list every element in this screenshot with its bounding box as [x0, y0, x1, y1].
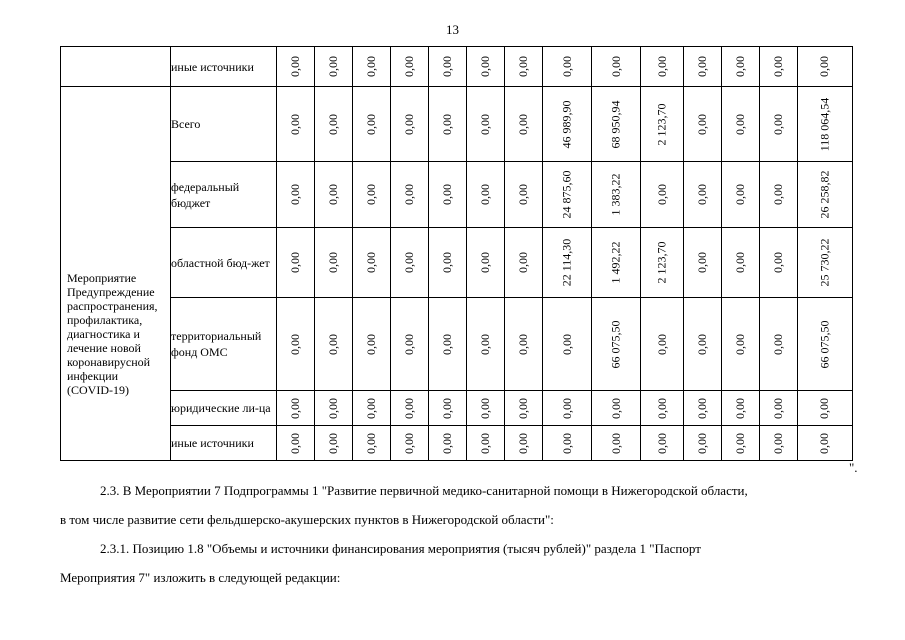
value-text: 26 258,82 — [817, 170, 832, 219]
value-text: 0,00 — [695, 56, 709, 77]
value-cell — [277, 298, 315, 391]
value-cell — [760, 87, 798, 162]
value-text: 0,00 — [326, 252, 340, 273]
value-cell — [391, 298, 429, 391]
value-cell — [798, 391, 853, 426]
value-text: 0,00 — [771, 113, 785, 135]
value-text: 0,00 — [364, 333, 378, 355]
value-text: 0,00 — [817, 56, 832, 77]
value-text: 0,00 — [817, 432, 832, 454]
source-label: юридические ли-ца — [171, 391, 277, 426]
value-cell — [722, 391, 760, 426]
value-text: 0,00 — [478, 184, 492, 205]
value-text: 0,00 — [733, 252, 747, 273]
value-cell — [315, 162, 353, 228]
value-cell — [277, 87, 315, 162]
value-cell — [353, 47, 391, 87]
financing-table — [60, 46, 853, 461]
measure-title: Мероприятие Предупреждение распространения, профилактика, диагностика и лечение новой коронавирусной инфекции (COVID-19) — [67, 271, 158, 397]
value-cell — [429, 228, 467, 298]
value-cell — [641, 426, 684, 461]
value-cell — [391, 47, 429, 87]
value-cell — [467, 228, 505, 298]
value-cell — [798, 47, 853, 87]
value-text: 0,00 — [516, 333, 530, 355]
value-text: 66 075,50 — [817, 320, 832, 368]
value-text: 0,00 — [771, 333, 785, 355]
value-text: 0,00 — [695, 397, 709, 419]
value-cell — [641, 47, 684, 87]
value-text: 0,00 — [440, 56, 454, 77]
value-cell — [798, 228, 853, 298]
value-text: 0,00 — [326, 56, 340, 77]
value-text: 0,00 — [364, 184, 378, 205]
value-text: 24 875,60 — [559, 170, 574, 219]
value-text: 0,00 — [695, 113, 709, 135]
value-cell — [505, 47, 543, 87]
value-cell — [543, 391, 592, 426]
value-cell — [391, 426, 429, 461]
value-text: 0,00 — [288, 252, 302, 273]
value-text: 25 730,22 — [817, 238, 832, 287]
value-cell — [760, 162, 798, 228]
value-text: 0,00 — [771, 184, 785, 205]
value-text: 0,00 — [733, 184, 747, 205]
value-cell — [760, 391, 798, 426]
value-text: 0,00 — [695, 184, 709, 205]
value-cell — [798, 298, 853, 391]
value-text: 0,00 — [733, 333, 747, 355]
value-text: 22 114,30 — [559, 238, 574, 287]
page-number: 13 — [446, 22, 459, 37]
value-cell — [353, 162, 391, 228]
value-text: 0,00 — [654, 432, 669, 454]
value-cell — [722, 426, 760, 461]
value-text: 0,00 — [402, 397, 416, 419]
empty-measure-cell — [61, 47, 171, 87]
value-text: 0,00 — [516, 397, 530, 419]
value-text: 0,00 — [695, 252, 709, 273]
value-text: 0,00 — [402, 184, 416, 205]
value-text: 0,00 — [559, 333, 574, 355]
value-cell — [543, 47, 592, 87]
value-text: 0,00 — [733, 113, 747, 135]
table-row — [61, 87, 853, 162]
source-label: иные источники — [171, 47, 277, 87]
value-text: 2 123,70 — [654, 103, 669, 145]
value-text: 0,00 — [326, 184, 340, 205]
value-text: 0,00 — [733, 397, 747, 419]
value-cell — [722, 87, 760, 162]
value-text: 46 989,90 — [559, 100, 574, 148]
value-cell — [798, 426, 853, 461]
value-cell — [592, 391, 641, 426]
value-cell — [467, 87, 505, 162]
value-text: 0,00 — [364, 113, 378, 135]
value-cell — [467, 391, 505, 426]
value-cell — [353, 426, 391, 461]
value-text: 0,00 — [516, 252, 530, 273]
value-text: 0,00 — [326, 397, 340, 419]
value-text: 0,00 — [478, 397, 492, 419]
paragraph-2-3-1-line-2: Мероприятия 7" изложить в следующей редакции: — [60, 570, 341, 585]
table-row — [61, 298, 853, 391]
value-text: 0,00 — [288, 113, 302, 135]
value-cell — [722, 47, 760, 87]
value-cell — [429, 47, 467, 87]
value-cell — [315, 298, 353, 391]
value-text: 0,00 — [440, 333, 454, 355]
value-cell — [315, 87, 353, 162]
value-text: 0,00 — [516, 113, 530, 135]
paragraph-2-3-line-2: в том числе развитие сети фельдшерско-акушерских пунктов в Нижегородской области": — [60, 512, 554, 527]
value-text: 0,00 — [771, 252, 785, 273]
value-cell — [592, 47, 641, 87]
value-cell — [391, 228, 429, 298]
value-cell — [467, 162, 505, 228]
value-cell — [315, 391, 353, 426]
value-cell — [277, 391, 315, 426]
value-cell — [353, 298, 391, 391]
value-text: 0,00 — [402, 113, 416, 135]
value-cell — [684, 298, 722, 391]
value-text: 0,00 — [440, 432, 454, 454]
table-end-mark: ". — [849, 460, 858, 475]
value-text: 0,00 — [288, 432, 302, 454]
table-row — [61, 162, 853, 228]
value-text: 0,00 — [733, 56, 747, 77]
value-cell — [505, 426, 543, 461]
value-cell — [429, 391, 467, 426]
value-text: 0,00 — [817, 397, 832, 419]
value-cell — [467, 426, 505, 461]
value-text: 66 075,50 — [608, 320, 623, 368]
value-cell — [467, 298, 505, 391]
value-cell — [592, 426, 641, 461]
value-text: 0,00 — [326, 432, 340, 454]
value-cell — [505, 298, 543, 391]
value-cell — [684, 87, 722, 162]
value-cell — [592, 162, 641, 228]
value-text: 0,00 — [478, 56, 492, 77]
value-cell — [277, 162, 315, 228]
value-cell — [353, 228, 391, 298]
value-cell — [505, 391, 543, 426]
value-cell — [641, 298, 684, 391]
value-text: 0,00 — [654, 333, 669, 355]
value-cell — [429, 87, 467, 162]
value-text: 0,00 — [364, 56, 378, 77]
value-text: 0,00 — [559, 432, 574, 454]
value-cell — [277, 426, 315, 461]
value-cell — [429, 298, 467, 391]
value-cell — [353, 87, 391, 162]
value-text: 0,00 — [771, 397, 785, 419]
table-row — [61, 391, 853, 426]
value-text: 0,00 — [288, 56, 302, 77]
value-cell — [391, 391, 429, 426]
value-text: 0,00 — [440, 113, 454, 135]
value-cell — [315, 47, 353, 87]
value-cell — [722, 228, 760, 298]
value-cell — [592, 228, 641, 298]
value-text: 0,00 — [364, 252, 378, 273]
value-text: 0,00 — [695, 333, 709, 355]
table-row — [61, 426, 853, 461]
value-text: 0,00 — [478, 113, 492, 135]
value-text: 0,00 — [402, 252, 416, 273]
value-text: 0,00 — [402, 333, 416, 355]
value-cell — [353, 391, 391, 426]
value-cell — [760, 47, 798, 87]
table-row — [61, 47, 853, 87]
value-text: 0,00 — [440, 252, 454, 273]
value-cell — [543, 162, 592, 228]
value-text: 0,00 — [654, 56, 669, 77]
value-cell — [505, 87, 543, 162]
value-text: 0,00 — [695, 432, 709, 454]
value-cell — [505, 228, 543, 298]
value-cell — [684, 426, 722, 461]
value-cell — [798, 162, 853, 228]
value-cell — [543, 426, 592, 461]
value-cell — [760, 426, 798, 461]
value-text: 0,00 — [516, 432, 530, 454]
value-text: 0,00 — [402, 432, 416, 454]
value-text: 0,00 — [364, 432, 378, 454]
value-text: 118 064,54 — [817, 97, 832, 151]
value-cell — [543, 87, 592, 162]
value-cell — [641, 87, 684, 162]
value-cell — [315, 426, 353, 461]
value-cell — [684, 391, 722, 426]
value-cell — [722, 162, 760, 228]
source-label: федеральный бюджет — [171, 162, 277, 228]
value-cell — [760, 228, 798, 298]
value-text: 0,00 — [733, 432, 747, 454]
value-text: 0,00 — [478, 432, 492, 454]
value-cell — [429, 162, 467, 228]
value-text: 0,00 — [326, 113, 340, 135]
value-text: 0,00 — [326, 333, 340, 355]
value-text: 0,00 — [288, 333, 302, 355]
value-cell — [641, 391, 684, 426]
value-cell — [798, 87, 853, 162]
value-text: 1 492,22 — [608, 241, 623, 284]
paragraph-2-3-line-1: 2.3. В Мероприятии 7 Подпрограммы 1 "Развитие первичной медико-санитарной помощи в Нижегородской области, — [100, 483, 748, 498]
value-text: 0,00 — [364, 397, 378, 419]
value-cell — [684, 47, 722, 87]
value-cell — [277, 228, 315, 298]
value-text: 0,00 — [478, 252, 492, 273]
value-text: 0,00 — [608, 56, 623, 77]
value-cell — [684, 228, 722, 298]
value-cell — [684, 162, 722, 228]
value-text: 68 950,94 — [608, 100, 623, 148]
source-label: областной бюд-жет — [171, 228, 277, 298]
table-row — [61, 228, 853, 298]
value-text: 0,00 — [402, 56, 416, 77]
value-cell — [543, 298, 592, 391]
value-text: 0,00 — [559, 56, 574, 77]
value-text: 0,00 — [516, 56, 530, 77]
value-text: 0,00 — [516, 184, 530, 205]
value-cell — [467, 47, 505, 87]
value-text: 0,00 — [654, 397, 669, 419]
value-cell — [592, 87, 641, 162]
value-cell — [429, 426, 467, 461]
source-label: территориальный фонд ОМС — [171, 298, 277, 391]
value-text: 1 383,22 — [608, 173, 623, 216]
value-text: 0,00 — [608, 432, 623, 454]
value-cell — [592, 298, 641, 391]
value-cell — [315, 228, 353, 298]
value-cell — [505, 162, 543, 228]
value-cell — [391, 162, 429, 228]
measure-title-cell — [61, 87, 171, 461]
value-text: 0,00 — [440, 184, 454, 205]
value-text: 2 123,70 — [654, 241, 669, 284]
value-cell — [391, 87, 429, 162]
value-cell — [277, 47, 315, 87]
value-cell — [722, 298, 760, 391]
value-cell — [641, 228, 684, 298]
value-text: 0,00 — [771, 432, 785, 454]
source-label: иные источники — [171, 426, 277, 461]
value-text: 0,00 — [654, 184, 669, 205]
paragraph-2-3-1-line-1: 2.3.1. Позицию 1.8 "Объемы и источники финансирования мероприятия (тысяч рублей)" раздела 1 "Паспорт — [100, 541, 701, 556]
value-text: 0,00 — [288, 397, 302, 419]
value-text: 0,00 — [771, 56, 785, 77]
value-cell — [760, 298, 798, 391]
source-label: Всего — [171, 87, 277, 162]
value-cell — [641, 162, 684, 228]
value-text: 0,00 — [608, 397, 623, 419]
value-cell — [543, 228, 592, 298]
value-text: 0,00 — [288, 184, 302, 205]
value-text: 0,00 — [478, 333, 492, 355]
value-text: 0,00 — [440, 397, 454, 419]
value-text: 0,00 — [559, 397, 574, 419]
